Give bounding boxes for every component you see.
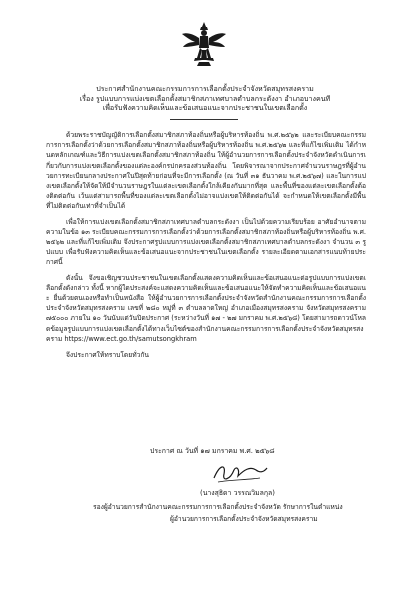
announcement-title: ประกาศสำนักงานคณะกรรมการการเลือกตั้งประจำจังหวัดสมุทรสงคราม [96, 84, 314, 93]
announcement-body [46, 130, 366, 365]
announcement-date: ประกาศ ณ วันที่ ๑๗ มกราคม พ.ศ. ๒๕๖๘ [150, 447, 275, 455]
signer-name: (นางสุธิดา วรรณวิมลกุล) [200, 489, 275, 497]
signer-position: รองผู้อำนวยการสำนักงานคณะกรรมการการเลือกตั้งประจำจังหวัด รักษาการในตำแหน่ง [93, 503, 343, 511]
body-paragraph-4: จึงประกาศให้ทราบโดยทั่วกัน [66, 351, 149, 360]
garuda-emblem-icon [181, 20, 227, 68]
announcement-header [60, 84, 350, 113]
announcement-subject: เรื่อง รูปแบบการแบ่งเขตเลือกตั้งสมาชิกสภาเทศบาลตำบลกระดังงา อำเภอบางคนที [79, 93, 331, 103]
announcement-subject-cont: เพื่อรับฟังความคิดเห็นและข้อเสนอแนะจากประชาชนในเขตเลือกตั้ง [102, 103, 308, 113]
body-paragraph-2: เพื่อให้การแบ่งเขตเลือกตั้งสมาชิกสภาเทศบาลตำบลกระดังงา เป็นไปด้วยความเรียบร้อย อาศัยอำนาจตามความในข้อ ๑๓ ระเบียบคณะกรรมการการเลือกตั้งว่าด้วยการเลือกตั้งสมาชิกสภาท้องถิ่นหรือผู้บริหารท้องถิ่น พ.ศ.๒๕๖๒ และที่แก้ไขเพิ่มเติม จึงประกาศรูปแบบการแบ่งเขตเลือกตั้งสมาชิกสภาเทศบาลตำบลกระดังงา จำนวน ๓ รูปแบบ เพื่อรับฟังความคิดเห็นและข้อเสนอแนะจากประชาชนในเขตเลือกตั้ง รายละเอียดตามเอกสารแนบท้ายประกาศนี้ [46, 217, 366, 267]
body-paragraph-3: ดังนั้น จึงขอเชิญชวนประชาชนในเขตเลือกตั้งแสดงความคิดเห็นและข้อเสนอแนะต่อรูปแบบการแบ่งเขตเลือกตั้งดังกล่าว ทั้งนี้ หากผู้ใดประสงค์จะแสดงความคิดเห็นและข้อเสนอแนะให้จัดทำความคิดเห็นและข้อเสนอแนะ ยื่นด้วยตนเองหรือทำเป็นหนังสือ ให้ผู้อำนวยการการเลือกตั้งประจำจังหวัดสำนักงานคณะกรรมการการเลือกตั้งประจำจังหวัดสมุทรสงคราม เลขที่ ๒๘๐ หมู่ที่ ๓ ตำบลลาดใหญ่ อำเภอเมืองสมุทรสงคราม จังหวัดสมุทรสงคราม ๗๕๐๐๐ ภายใน ๑๐ วันนับแต่วันปิดประกาศ (ระหว่างวันที่ ๑๗ - ๒๗ มกราคม พ.ศ.๒๕๖๘) โดยสามารถดาวน์โหลดข้อมูลรูปแบบการแบ่งเขตเลือกตั้งได้ทางเว็บไซต์ของสำนักงานคณะกรรมการการเลือกตั้งประจำจังหวัดสมุทรสงคราม https://www.ect.go.th/samutsongkhram [46, 273, 366, 343]
signer-position-cont: ผู้อำนวยการการเลือกตั้งประจำจังหวัดสมุทรสงคราม [170, 515, 318, 523]
body-paragraph-1: ด้วยพระราชบัญญัติการเลือกตั้งสมาชิกสภาท้องถิ่นหรือผู้บริหารท้องถิ่น พ.ศ.๒๕๖๒ และระเบียบคณะกรรมการการเลือกตั้งว่าด้วยการเลือกตั้งสมาชิกสภาท้องถิ่นหรือผู้บริหารท้องถิ่น พ.ศ.๒๕๖๒ และที่แก้ไขเพิ่มเติม ได้กำหนดหลักเกณฑ์และวิธีการแบ่งเขตเลือกตั้งสมาชิกสภาท้องถิ่น ให้ผู้อำนวยการการเลือกตั้งประจำจังหวัดดำเนินการเกี่ยวกับการแบ่งเขตเลือกตั้งของแต่ละองค์กรปกครองส่วนท้องถิ่น โดยพิจารณาจากประกาศจำนวนราษฎรที่ผู้อำนวยการทะเบียนกลางประกาศในปีสุดท้ายก่อนที่จะมีการเลือกตั้ง (ณ วันที่ ๓๑ ธันวาคม พ.ศ.๒๕๖๗) และในการแบ่งเขตเลือกตั้งให้จัดให้มีจำนวนราษฎรในแต่ละเขตเลือกตั้งใกล้เคียงกันมากที่สุด และพื้นที่ของแต่ละเขตเลือกตั้งต้องติดต่อกัน เว้นแต่สามารถพื้นที่ของแต่ละเขตเลือกตั้งไม่อาจแบ่งเขตให้ติดต่อกันได้ จะกำหนดให้เขตเลือกตั้งมีพื้นที่ไม่ติดต่อกันเท่าที่จำเป็นได้ [46, 131, 366, 211]
header-divider [170, 119, 238, 120]
handwritten-signature-icon [210, 460, 270, 488]
